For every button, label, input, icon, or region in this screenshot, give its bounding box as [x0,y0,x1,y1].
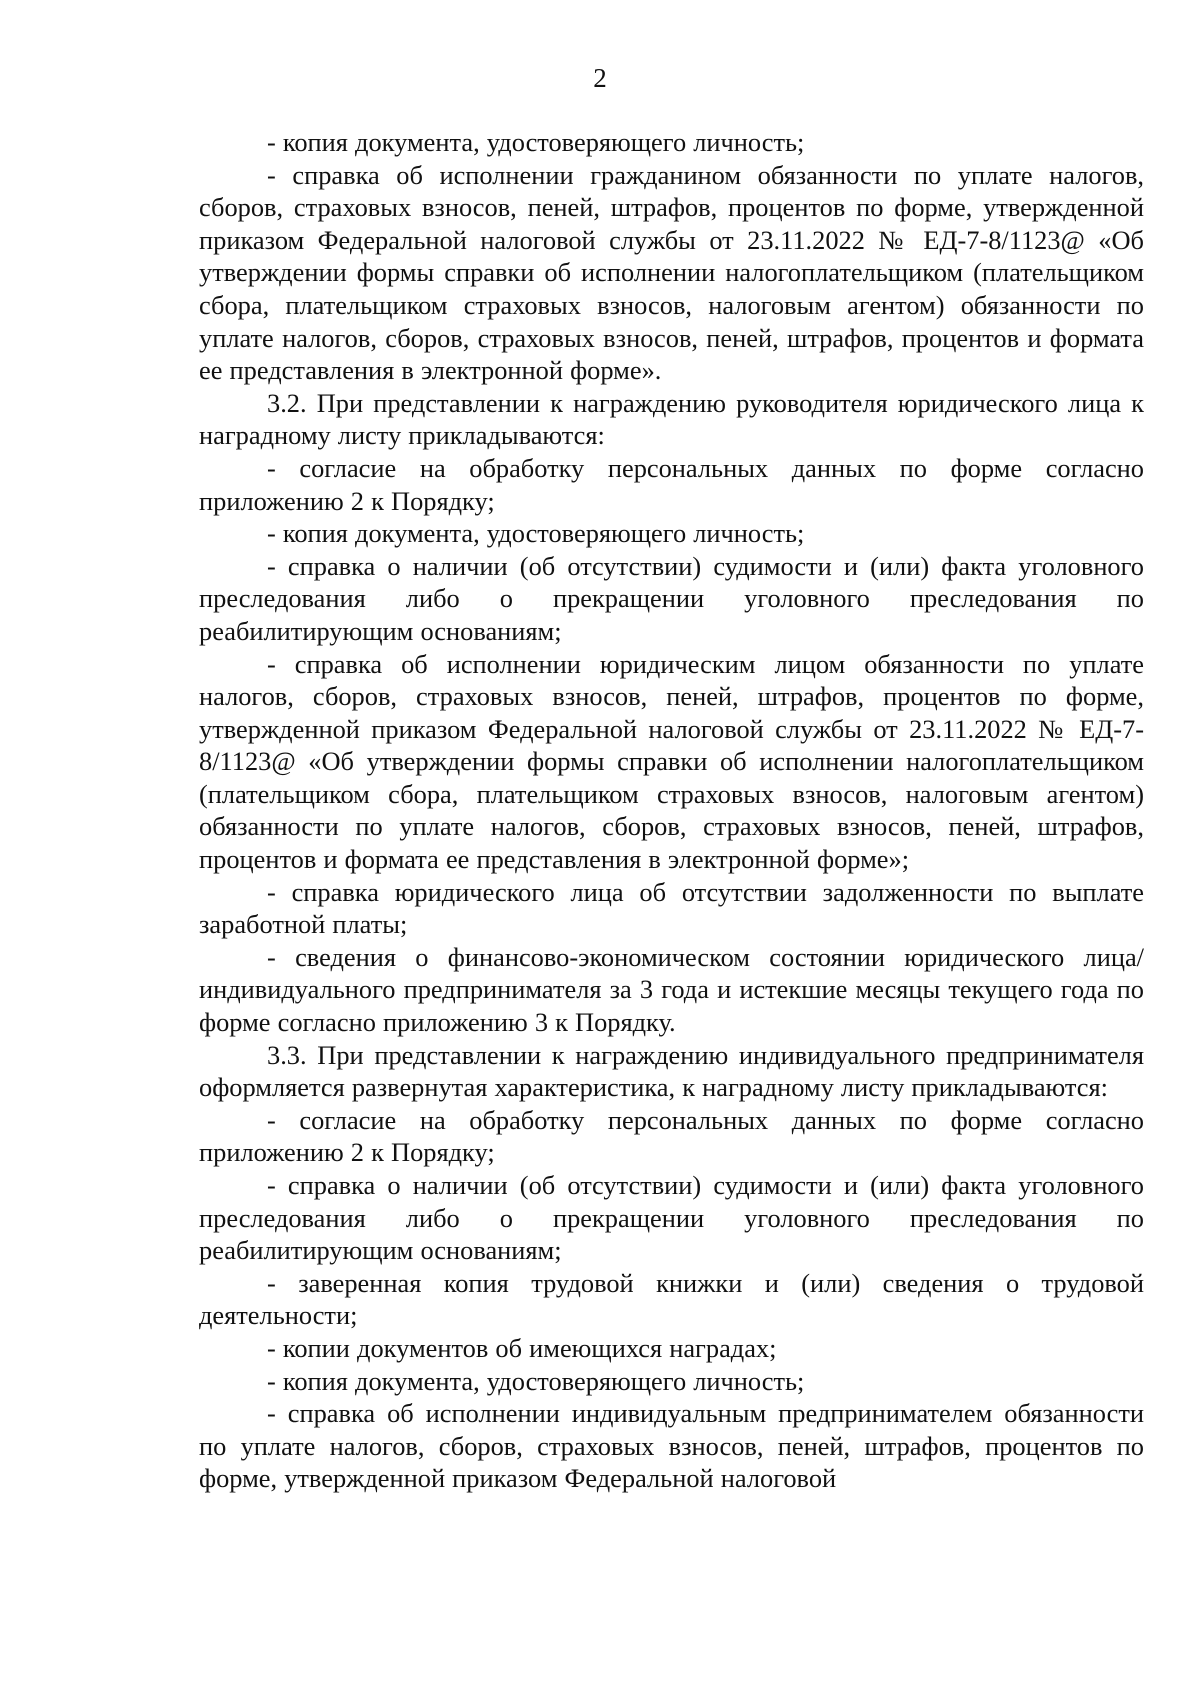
paragraph: - копия документа, удостоверяющего личность; [267,518,805,549]
paragraph: - справка юридического лица об отсутствии задолженности по выплате заработной платы; [199,876,1144,940]
document-body [199,126,1144,1495]
paragraph: - копия документа, удостоверяющего личность; [267,1365,805,1396]
paragraph: - заверенная копия трудовой книжки и (или) сведения о трудовой деятельности; [199,1267,1144,1331]
paragraph: - справка об исполнении индивидуальным предпринимателем обязанности по уплате налогов, сборов, страховых взносов, пеней, штрафов, процентов по форме, утвержденной приказом Федеральной налоговой [199,1398,1144,1494]
paragraph: - справка о наличии (об отсутствии) судимости и (или) факта уголовного преследования либо о прекращении уголовного преследования по реабилитирующим основаниям; [199,550,1144,646]
paragraph: 3.3. При представлении к награждению индивидуального предпринимателя оформляется развернутая характеристика, к наградному листу прикладываются: [199,1039,1144,1103]
paragraph: - согласие на обработку персональных данных по форме согласно приложению 2 к Порядку; [199,452,1144,516]
paragraph: 3.2. При представлении к награждению руководителя юридического лица к наградному листу прикладываются: [199,387,1144,451]
paragraph: - сведения о финансово-экономическом состоянии юридического лица/ индивидуального предпринимателя за 3 года и истекшие месяцы текущего года по форме согласно приложению 3 к Порядку. [199,941,1144,1038]
paragraph: - согласие на обработку персональных данных по форме согласно приложению 2 к Порядку; [199,1104,1144,1168]
paragraph: - справка об исполнении юридическим лицом обязанности по уплате налогов, сборов, страховых взносов, пеней, штрафов, процентов по форме, утвержденной приказом Федеральной налоговой службы от 23.11.2022 № ЕД-7-8/1123@ «Об утверждении формы справки об исполнении налогоплательщиком (плательщиком сбора, плательщиком страховых взносов, налоговым агентом) обязанности по уплате налогов, сборов, страховых взносов, пеней, штрафов, процентов и формата ее представления в электронной форме»; [199,648,1144,875]
paragraph: - копии документов об имеющихся наградах; [267,1332,777,1363]
paragraph: - копия документа, удостоверяющего личность; [267,127,805,157]
paragraph: - справка о наличии (об отсутствии) судимости и (или) факта уголовного преследования либо о прекращении уголовного преследования по реабилитирующим основаниям; [199,1170,1144,1266]
page-number: 2 [593,63,607,93]
paragraph: - справка об исполнении гражданином обязанности по уплате налогов, сборов, страховых взносов, пеней, штрафов, процентов по форме, утвержденной приказом Федеральной налоговой службы от 23.11.2022 № ЕД-7-8/1123@ «Об утверждении формы справки об исполнении налогоплательщиком (плательщиком сбора, плательщиком страховых взносов, налоговым агентом) обязанности по уплате налогов, сборов, страховых взносов, пеней, штрафов, процентов и формата ее представления в электронной форме». [199,159,1144,386]
